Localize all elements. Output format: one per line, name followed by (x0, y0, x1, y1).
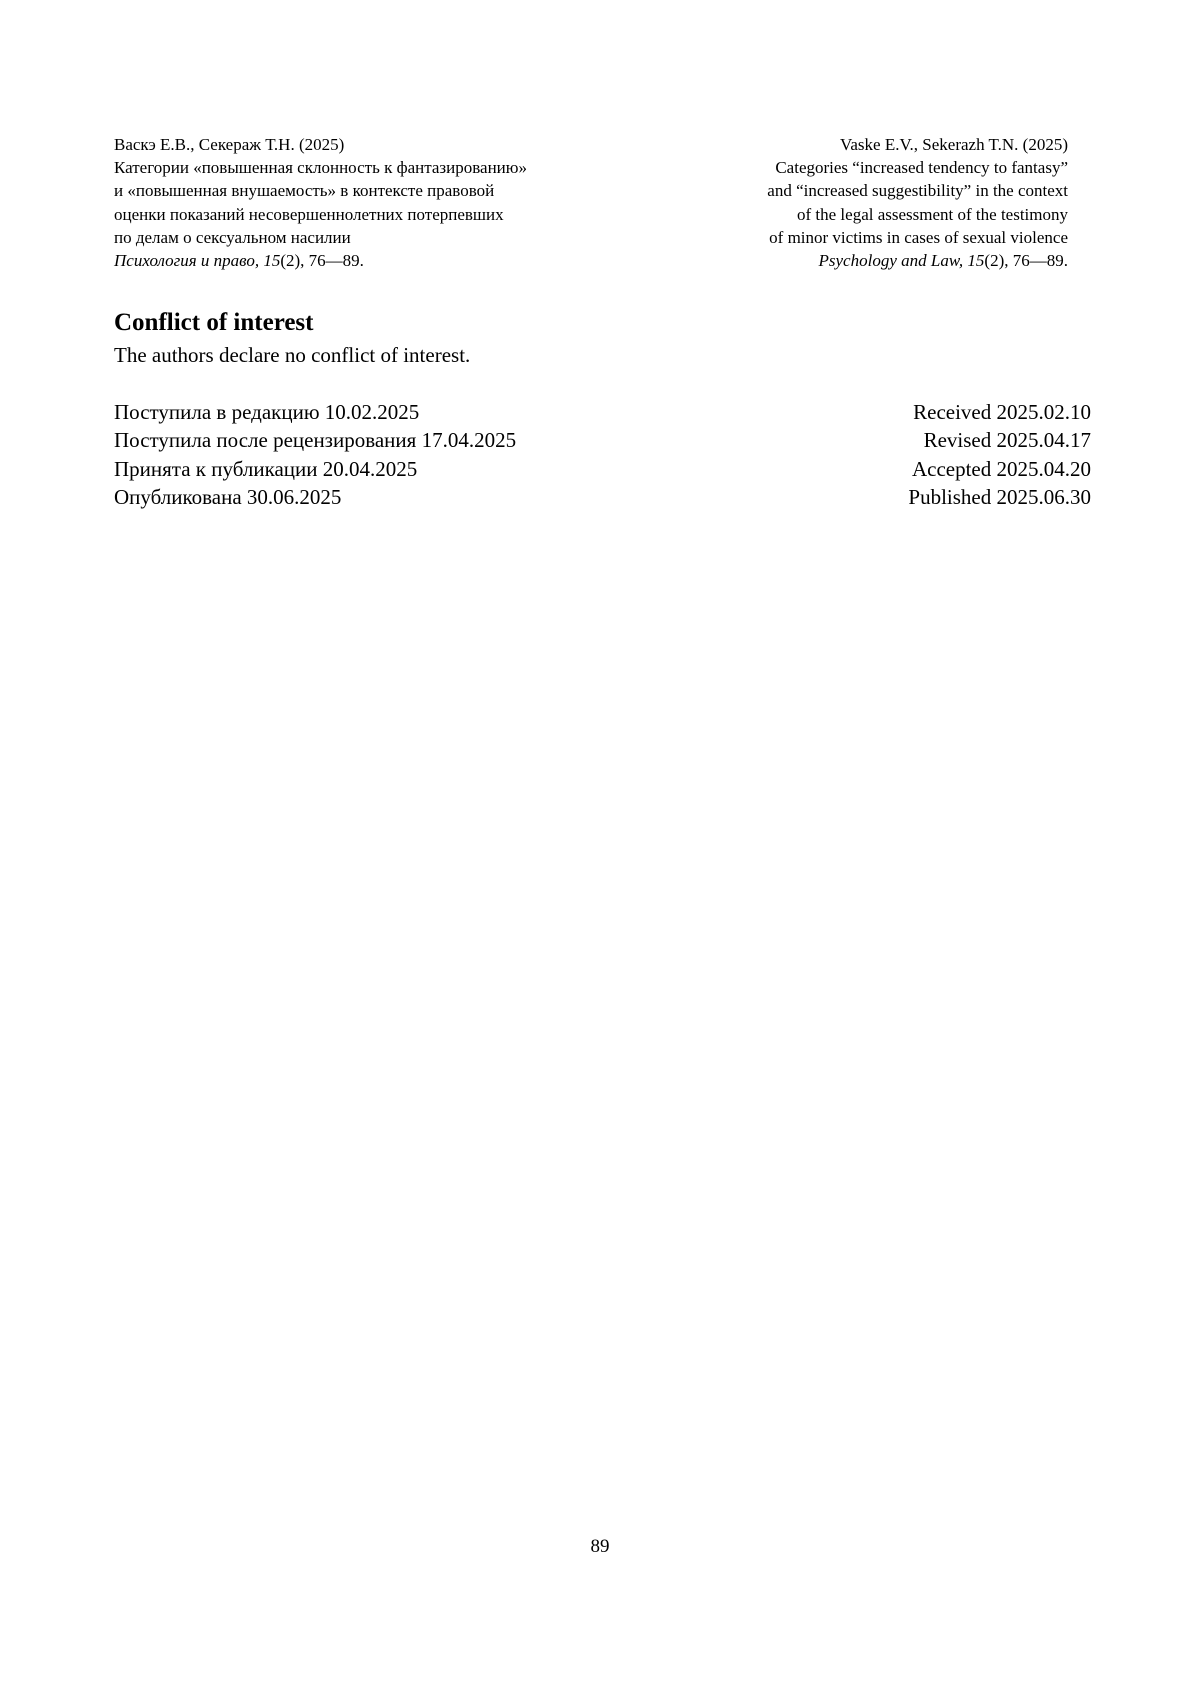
date-received-en: Received 2025.02.10 (913, 400, 1091, 424)
dates-en (908, 398, 1091, 511)
date-received-ru: Поступила в редакцию 10.02.2025 (114, 400, 420, 424)
citation-ru-title-line: Категории «повышенная склонность к фантазированию» (114, 158, 527, 178)
journal-name: Psychology and Law, (818, 251, 968, 271)
citation-ru-journal (114, 249, 527, 272)
citation-ru-title-line: оценки показаний несовершеннолетних потерпевших (114, 204, 504, 224)
journal-name: Психология и право, (114, 251, 264, 271)
citation-en-title-line: of minor victims in cases of sexual violence (769, 227, 1068, 247)
date-accepted-en: Accepted 2025.04.20 (911, 456, 1091, 481)
page-number: 89 (590, 1536, 610, 1557)
citation-ru-title-line: и «повышенная внушаемость» в контексте правовой (114, 181, 495, 201)
citation-en-title-line: of the legal assessment of the testimony (797, 204, 1068, 224)
date-published-en: Published 2025.06.30 (908, 484, 1091, 509)
date-revised-ru: Поступила после рецензирования 17.04.2025 (114, 428, 517, 453)
citation-ru (114, 133, 527, 272)
journal-volume: 15 (967, 251, 985, 271)
journal-issue-pages: (2), 76—89. (984, 251, 1068, 271)
citation-en-title-line: and “increased suggestibility” in the context (767, 181, 1068, 201)
date-published-ru: Опубликована 30.06.2025 (114, 484, 342, 509)
date-revised-en: Revised 2025.04.17 (923, 428, 1091, 453)
publication-dates (114, 398, 1091, 511)
citation-en-journal (767, 249, 1068, 272)
running-header (114, 133, 1068, 272)
conflict-statement: The authors declare no conflict of interest. (114, 343, 471, 367)
citation-en-authors: Vaske E.V., Sekerazh T.N. (2025) (839, 135, 1068, 154)
citation-ru-authors: Васкэ Е.В., Секераж Т.Н. (2025) (114, 135, 345, 154)
date-accepted-ru: Принята к публикации 20.04.2025 (114, 456, 418, 481)
citation-en-title-line: Categories “increased tendency to fantasy” (775, 158, 1068, 178)
journal-volume: 15 (263, 251, 281, 271)
journal-issue-pages: (2), 76—89. (280, 251, 364, 271)
citation-en (767, 133, 1068, 272)
conflict-of-interest-section (114, 306, 1094, 370)
dates-ru (114, 398, 516, 511)
citation-ru-title-line: по делам о сексуальном насилии (114, 227, 351, 247)
section-heading: Conflict of interest (114, 309, 314, 336)
